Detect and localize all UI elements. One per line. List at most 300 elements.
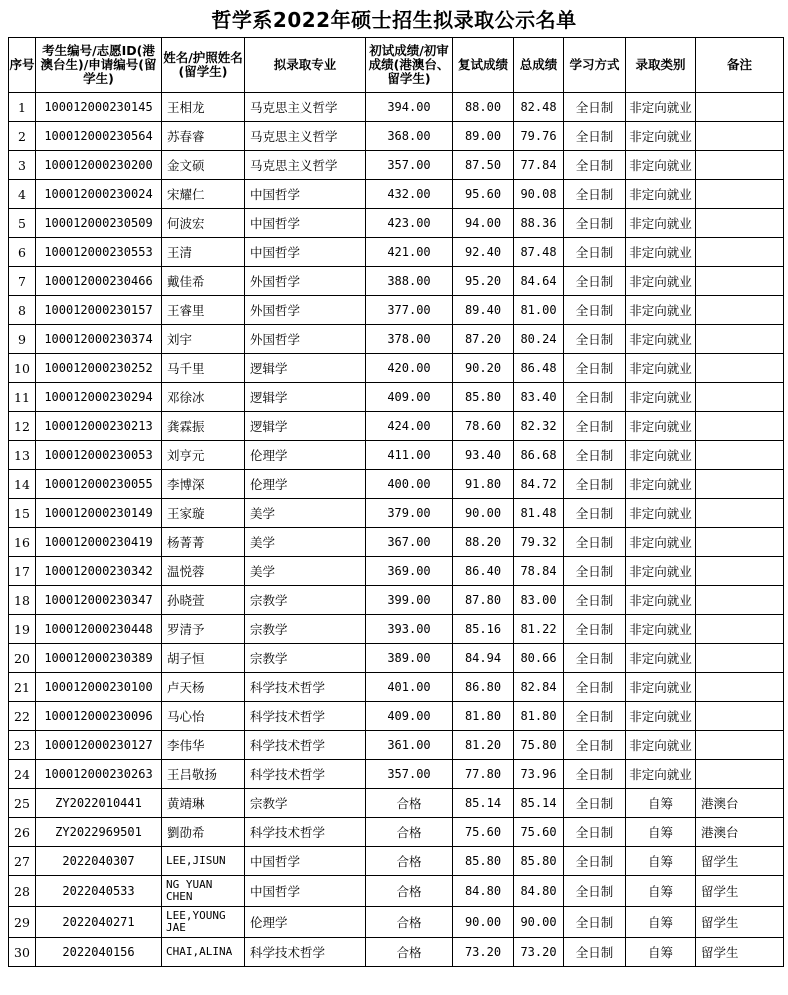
- table-row: [9, 907, 784, 938]
- cell-remark: [696, 615, 784, 644]
- cell-name: CHAI,ALINA: [162, 938, 245, 967]
- cell-major: 中国哲学: [245, 209, 366, 238]
- cell-major: 宗教学: [245, 586, 366, 615]
- table-row: [9, 180, 784, 209]
- cell-name: LEE,YOUNG JAE: [162, 907, 245, 938]
- cell-total-score: 88.36: [514, 209, 564, 238]
- table-row: [9, 586, 784, 615]
- cell-total-score: 87.48: [514, 238, 564, 267]
- cell-major: 外国哲学: [245, 325, 366, 354]
- cell-initial-score: 389.00: [366, 644, 453, 673]
- table-body: [9, 93, 784, 967]
- cell-major: 逻辑学: [245, 383, 366, 412]
- cell-total-score: 80.24: [514, 325, 564, 354]
- cell-retest-score: 85.80: [453, 847, 514, 876]
- cell-remark: [696, 499, 784, 528]
- table-row: [9, 528, 784, 557]
- cell-initial-score: 424.00: [366, 412, 453, 441]
- cell-total-score: 81.48: [514, 499, 564, 528]
- cell-total-score: 85.80: [514, 847, 564, 876]
- cell-retest-score: 95.20: [453, 267, 514, 296]
- cell-initial-score: 369.00: [366, 557, 453, 586]
- cell-study-mode: 全日制: [564, 644, 626, 673]
- cell-major: 逻辑学: [245, 354, 366, 383]
- cell-category: 自筹: [626, 907, 696, 938]
- cell-total-score: 82.48: [514, 93, 564, 122]
- cell-initial-score: 411.00: [366, 441, 453, 470]
- cell-id: ZY2022010441: [36, 789, 162, 818]
- cell-seq: 2: [9, 122, 36, 151]
- cell-major: 科学技术哲学: [245, 731, 366, 760]
- page-title: 哲学系2022年硕士招生拟录取公示名单: [211, 8, 577, 32]
- cell-study-mode: 全日制: [564, 760, 626, 789]
- table-row: [9, 760, 784, 789]
- cell-major: 中国哲学: [245, 876, 366, 907]
- cell-id: ZY2022969501: [36, 818, 162, 847]
- cell-study-mode: 全日制: [564, 238, 626, 267]
- cell-study-mode: 全日制: [564, 499, 626, 528]
- cell-seq: 13: [9, 441, 36, 470]
- cell-id: 2022040156: [36, 938, 162, 967]
- cell-study-mode: 全日制: [564, 615, 626, 644]
- table-row: [9, 412, 784, 441]
- cell-retest-score: 90.00: [453, 499, 514, 528]
- cell-retest-score: 93.40: [453, 441, 514, 470]
- cell-name: LEE,JISUN: [162, 847, 245, 876]
- cell-category: 自筹: [626, 847, 696, 876]
- cell-id: 100012000230200: [36, 151, 162, 180]
- cell-initial-score: 409.00: [366, 702, 453, 731]
- cell-major: 美学: [245, 499, 366, 528]
- cell-seq: 7: [9, 267, 36, 296]
- cell-name: 罗清予: [162, 615, 245, 644]
- cell-initial-score: 400.00: [366, 470, 453, 499]
- table-row: [9, 644, 784, 673]
- cell-category: 非定向就业: [626, 499, 696, 528]
- cell-name: 刘宇: [162, 325, 245, 354]
- cell-initial-score: 357.00: [366, 151, 453, 180]
- cell-remark: [696, 673, 784, 702]
- cell-id: 100012000230564: [36, 122, 162, 151]
- cell-name: 李伟华: [162, 731, 245, 760]
- cell-id: 100012000230024: [36, 180, 162, 209]
- table-row: [9, 238, 784, 267]
- cell-category: 非定向就业: [626, 383, 696, 412]
- cell-initial-score: 合格: [366, 876, 453, 907]
- cell-study-mode: 全日制: [564, 876, 626, 907]
- cell-total-score: 86.48: [514, 354, 564, 383]
- cell-remark: 港澳台: [696, 818, 784, 847]
- admission-table: [8, 37, 784, 967]
- cell-remark: 港澳台: [696, 789, 784, 818]
- table-row: [9, 470, 784, 499]
- header-total-score: 总成绩: [514, 38, 564, 93]
- cell-category: 非定向就业: [626, 470, 696, 499]
- cell-id: 100012000230213: [36, 412, 162, 441]
- cell-major: 逻辑学: [245, 412, 366, 441]
- cell-id: 2022040533: [36, 876, 162, 907]
- cell-study-mode: 全日制: [564, 441, 626, 470]
- cell-name: 王清: [162, 238, 245, 267]
- table-row: [9, 847, 784, 876]
- cell-remark: 留学生: [696, 938, 784, 967]
- cell-total-score: 86.68: [514, 441, 564, 470]
- cell-retest-score: 87.20: [453, 325, 514, 354]
- cell-initial-score: 420.00: [366, 354, 453, 383]
- cell-name: 杨菁菁: [162, 528, 245, 557]
- cell-retest-score: 85.80: [453, 383, 514, 412]
- cell-seq: 12: [9, 412, 36, 441]
- table-row: [9, 938, 784, 967]
- cell-initial-score: 367.00: [366, 528, 453, 557]
- cell-category: 非定向就业: [626, 325, 696, 354]
- cell-initial-score: 379.00: [366, 499, 453, 528]
- table-row: [9, 789, 784, 818]
- cell-seq: 22: [9, 702, 36, 731]
- cell-retest-score: 91.80: [453, 470, 514, 499]
- cell-seq: 21: [9, 673, 36, 702]
- cell-major: 科学技术哲学: [245, 938, 366, 967]
- cell-total-score: 83.00: [514, 586, 564, 615]
- cell-total-score: 75.80: [514, 731, 564, 760]
- cell-total-score: 90.00: [514, 907, 564, 938]
- header-remark: 备注: [696, 38, 784, 93]
- cell-study-mode: 全日制: [564, 209, 626, 238]
- cell-initial-score: 377.00: [366, 296, 453, 325]
- table-row: [9, 325, 784, 354]
- cell-remark: [696, 412, 784, 441]
- cell-remark: [696, 354, 784, 383]
- cell-study-mode: 全日制: [564, 383, 626, 412]
- header-seq: 序号: [9, 38, 36, 93]
- cell-study-mode: 全日制: [564, 151, 626, 180]
- cell-id: 100012000230374: [36, 325, 162, 354]
- cell-major: 科学技术哲学: [245, 673, 366, 702]
- cell-major: 马克思主义哲学: [245, 122, 366, 151]
- cell-name: 宋耀仁: [162, 180, 245, 209]
- cell-seq: 1: [9, 93, 36, 122]
- cell-study-mode: 全日制: [564, 586, 626, 615]
- cell-id: 100012000230145: [36, 93, 162, 122]
- cell-initial-score: 合格: [366, 789, 453, 818]
- cell-study-mode: 全日制: [564, 412, 626, 441]
- cell-id: 100012000230157: [36, 296, 162, 325]
- table-row: [9, 499, 784, 528]
- cell-major: 宗教学: [245, 615, 366, 644]
- cell-name: 胡子恒: [162, 644, 245, 673]
- cell-remark: [696, 296, 784, 325]
- cell-category: 自筹: [626, 789, 696, 818]
- cell-remark: [696, 557, 784, 586]
- cell-total-score: 77.84: [514, 151, 564, 180]
- cell-major: 中国哲学: [245, 847, 366, 876]
- cell-id: 100012000230509: [36, 209, 162, 238]
- cell-study-mode: 全日制: [564, 702, 626, 731]
- cell-name: 王相龙: [162, 93, 245, 122]
- cell-major: 中国哲学: [245, 180, 366, 209]
- cell-total-score: 81.80: [514, 702, 564, 731]
- cell-id: 2022040307: [36, 847, 162, 876]
- cell-study-mode: 全日制: [564, 470, 626, 499]
- cell-major: 科学技术哲学: [245, 702, 366, 731]
- cell-study-mode: 全日制: [564, 731, 626, 760]
- cell-initial-score: 401.00: [366, 673, 453, 702]
- cell-name: 王家璇: [162, 499, 245, 528]
- cell-initial-score: 合格: [366, 907, 453, 938]
- cell-seq: 8: [9, 296, 36, 325]
- cell-retest-score: 75.60: [453, 818, 514, 847]
- cell-id: 100012000230342: [36, 557, 162, 586]
- cell-remark: [696, 209, 784, 238]
- cell-seq: 16: [9, 528, 36, 557]
- cell-remark: [696, 702, 784, 731]
- cell-total-score: 82.32: [514, 412, 564, 441]
- table-row: [9, 673, 784, 702]
- cell-retest-score: 89.40: [453, 296, 514, 325]
- cell-remark: [696, 586, 784, 615]
- header-category: 录取类别: [626, 38, 696, 93]
- cell-major: 马克思主义哲学: [245, 93, 366, 122]
- cell-seq: 26: [9, 818, 36, 847]
- cell-seq: 29: [9, 907, 36, 938]
- cell-category: 非定向就业: [626, 296, 696, 325]
- header-row: [9, 38, 784, 93]
- cell-name: 马心怡: [162, 702, 245, 731]
- cell-category: 非定向就业: [626, 354, 696, 383]
- cell-major: 美学: [245, 557, 366, 586]
- cell-category: 非定向就业: [626, 441, 696, 470]
- cell-category: 非定向就业: [626, 760, 696, 789]
- cell-seq: 28: [9, 876, 36, 907]
- cell-seq: 25: [9, 789, 36, 818]
- cell-major: 中国哲学: [245, 238, 366, 267]
- cell-initial-score: 388.00: [366, 267, 453, 296]
- cell-retest-score: 90.00: [453, 907, 514, 938]
- cell-study-mode: 全日制: [564, 789, 626, 818]
- cell-category: 非定向就业: [626, 557, 696, 586]
- cell-remark: [696, 151, 784, 180]
- cell-remark: [696, 528, 784, 557]
- cell-seq: 27: [9, 847, 36, 876]
- cell-seq: 20: [9, 644, 36, 673]
- cell-retest-score: 73.20: [453, 938, 514, 967]
- cell-initial-score: 423.00: [366, 209, 453, 238]
- cell-total-score: 90.08: [514, 180, 564, 209]
- cell-name: 王睿里: [162, 296, 245, 325]
- cell-study-mode: 全日制: [564, 325, 626, 354]
- cell-initial-score: 399.00: [366, 586, 453, 615]
- cell-major: 科学技术哲学: [245, 818, 366, 847]
- cell-remark: [696, 267, 784, 296]
- cell-remark: 留学生: [696, 876, 784, 907]
- cell-seq: 9: [9, 325, 36, 354]
- cell-seq: 10: [9, 354, 36, 383]
- cell-category: 非定向就业: [626, 731, 696, 760]
- cell-total-score: 75.60: [514, 818, 564, 847]
- header-study-mode: 学习方式: [564, 38, 626, 93]
- cell-study-mode: 全日制: [564, 267, 626, 296]
- cell-name: 金文硕: [162, 151, 245, 180]
- cell-total-score: 81.22: [514, 615, 564, 644]
- cell-category: 自筹: [626, 818, 696, 847]
- cell-retest-score: 84.80: [453, 876, 514, 907]
- cell-initial-score: 361.00: [366, 731, 453, 760]
- cell-remark: 留学生: [696, 847, 784, 876]
- cell-name: 温悦蓉: [162, 557, 245, 586]
- cell-study-mode: 全日制: [564, 938, 626, 967]
- cell-remark: 留学生: [696, 907, 784, 938]
- cell-name: 何波宏: [162, 209, 245, 238]
- cell-seq: 6: [9, 238, 36, 267]
- cell-id: 100012000230466: [36, 267, 162, 296]
- cell-total-score: 73.96: [514, 760, 564, 789]
- cell-study-mode: 全日制: [564, 296, 626, 325]
- cell-total-score: 79.76: [514, 122, 564, 151]
- table-row: [9, 267, 784, 296]
- cell-id: 100012000230263: [36, 760, 162, 789]
- cell-category: 非定向就业: [626, 122, 696, 151]
- table-row: [9, 876, 784, 907]
- cell-category: 非定向就业: [626, 586, 696, 615]
- cell-total-score: 84.64: [514, 267, 564, 296]
- cell-retest-score: 81.80: [453, 702, 514, 731]
- cell-major: 宗教学: [245, 644, 366, 673]
- cell-name: 孙晓萱: [162, 586, 245, 615]
- cell-remark: [696, 470, 784, 499]
- cell-id: 100012000230553: [36, 238, 162, 267]
- cell-total-score: 73.20: [514, 938, 564, 967]
- cell-seq: 18: [9, 586, 36, 615]
- cell-id: 100012000230055: [36, 470, 162, 499]
- table-row: [9, 296, 784, 325]
- cell-retest-score: 77.80: [453, 760, 514, 789]
- cell-name: NG YUAN CHEN: [162, 876, 245, 907]
- cell-id: 100012000230389: [36, 644, 162, 673]
- cell-initial-score: 378.00: [366, 325, 453, 354]
- cell-remark: [696, 383, 784, 412]
- cell-study-mode: 全日制: [564, 818, 626, 847]
- cell-total-score: 82.84: [514, 673, 564, 702]
- cell-major: 伦理学: [245, 470, 366, 499]
- cell-study-mode: 全日制: [564, 93, 626, 122]
- cell-id: 100012000230347: [36, 586, 162, 615]
- header-name: 姓名/护照姓名(留学生): [162, 38, 245, 93]
- cell-remark: [696, 731, 784, 760]
- cell-category: 非定向就业: [626, 93, 696, 122]
- cell-name: 卢天杨: [162, 673, 245, 702]
- cell-name: 黄靖琳: [162, 789, 245, 818]
- cell-remark: [696, 180, 784, 209]
- cell-study-mode: 全日制: [564, 122, 626, 151]
- cell-major: 科学技术哲学: [245, 760, 366, 789]
- cell-major: 伦理学: [245, 441, 366, 470]
- cell-retest-score: 84.94: [453, 644, 514, 673]
- header-initial-score: 初试成绩/初审成绩(港澳台、留学生): [366, 38, 453, 93]
- cell-seq: 23: [9, 731, 36, 760]
- cell-seq: 24: [9, 760, 36, 789]
- cell-name: 马千里: [162, 354, 245, 383]
- cell-seq: 15: [9, 499, 36, 528]
- cell-id: 100012000230419: [36, 528, 162, 557]
- table-row: [9, 731, 784, 760]
- table-row: [9, 383, 784, 412]
- cell-retest-score: 89.00: [453, 122, 514, 151]
- cell-retest-score: 85.16: [453, 615, 514, 644]
- cell-study-mode: 全日制: [564, 673, 626, 702]
- cell-initial-score: 421.00: [366, 238, 453, 267]
- cell-study-mode: 全日制: [564, 354, 626, 383]
- cell-category: 非定向就业: [626, 238, 696, 267]
- cell-name: 戴佳希: [162, 267, 245, 296]
- cell-name: 李博深: [162, 470, 245, 499]
- table-row: [9, 441, 784, 470]
- cell-retest-score: 86.80: [453, 673, 514, 702]
- table-row: [9, 354, 784, 383]
- cell-id: 100012000230149: [36, 499, 162, 528]
- cell-initial-score: 357.00: [366, 760, 453, 789]
- table-row: [9, 151, 784, 180]
- cell-remark: [696, 122, 784, 151]
- cell-category: 自筹: [626, 876, 696, 907]
- cell-retest-score: 86.40: [453, 557, 514, 586]
- cell-name: 刘亨元: [162, 441, 245, 470]
- cell-total-score: 79.32: [514, 528, 564, 557]
- cell-category: 自筹: [626, 938, 696, 967]
- cell-study-mode: 全日制: [564, 180, 626, 209]
- cell-retest-score: 78.60: [453, 412, 514, 441]
- cell-name: 劉劭希: [162, 818, 245, 847]
- cell-category: 非定向就业: [626, 702, 696, 731]
- cell-retest-score: 94.00: [453, 209, 514, 238]
- cell-seq: 17: [9, 557, 36, 586]
- cell-category: 非定向就业: [626, 267, 696, 296]
- cell-id: 100012000230252: [36, 354, 162, 383]
- cell-id: 100012000230127: [36, 731, 162, 760]
- cell-id: 2022040271: [36, 907, 162, 938]
- cell-seq: 5: [9, 209, 36, 238]
- cell-id: 100012000230100: [36, 673, 162, 702]
- cell-total-score: 81.00: [514, 296, 564, 325]
- cell-remark: [696, 238, 784, 267]
- cell-remark: [696, 441, 784, 470]
- cell-remark: [696, 93, 784, 122]
- cell-major: 美学: [245, 528, 366, 557]
- cell-seq: 19: [9, 615, 36, 644]
- cell-study-mode: 全日制: [564, 528, 626, 557]
- cell-remark: [696, 760, 784, 789]
- cell-total-score: 84.72: [514, 470, 564, 499]
- cell-name: 王吕敬扬: [162, 760, 245, 789]
- cell-name: 邓徐冰: [162, 383, 245, 412]
- cell-major: 宗教学: [245, 789, 366, 818]
- table-row: [9, 122, 784, 151]
- table-row: [9, 93, 784, 122]
- cell-study-mode: 全日制: [564, 907, 626, 938]
- cell-initial-score: 368.00: [366, 122, 453, 151]
- cell-initial-score: 合格: [366, 938, 453, 967]
- cell-name: 龚霖振: [162, 412, 245, 441]
- cell-category: 非定向就业: [626, 615, 696, 644]
- cell-seq: 14: [9, 470, 36, 499]
- cell-retest-score: 87.50: [453, 151, 514, 180]
- cell-initial-score: 合格: [366, 818, 453, 847]
- cell-major: 马克思主义哲学: [245, 151, 366, 180]
- cell-retest-score: 81.20: [453, 731, 514, 760]
- header-major: 拟录取专业: [245, 38, 366, 93]
- cell-seq: 30: [9, 938, 36, 967]
- cell-total-score: 80.66: [514, 644, 564, 673]
- cell-retest-score: 88.00: [453, 93, 514, 122]
